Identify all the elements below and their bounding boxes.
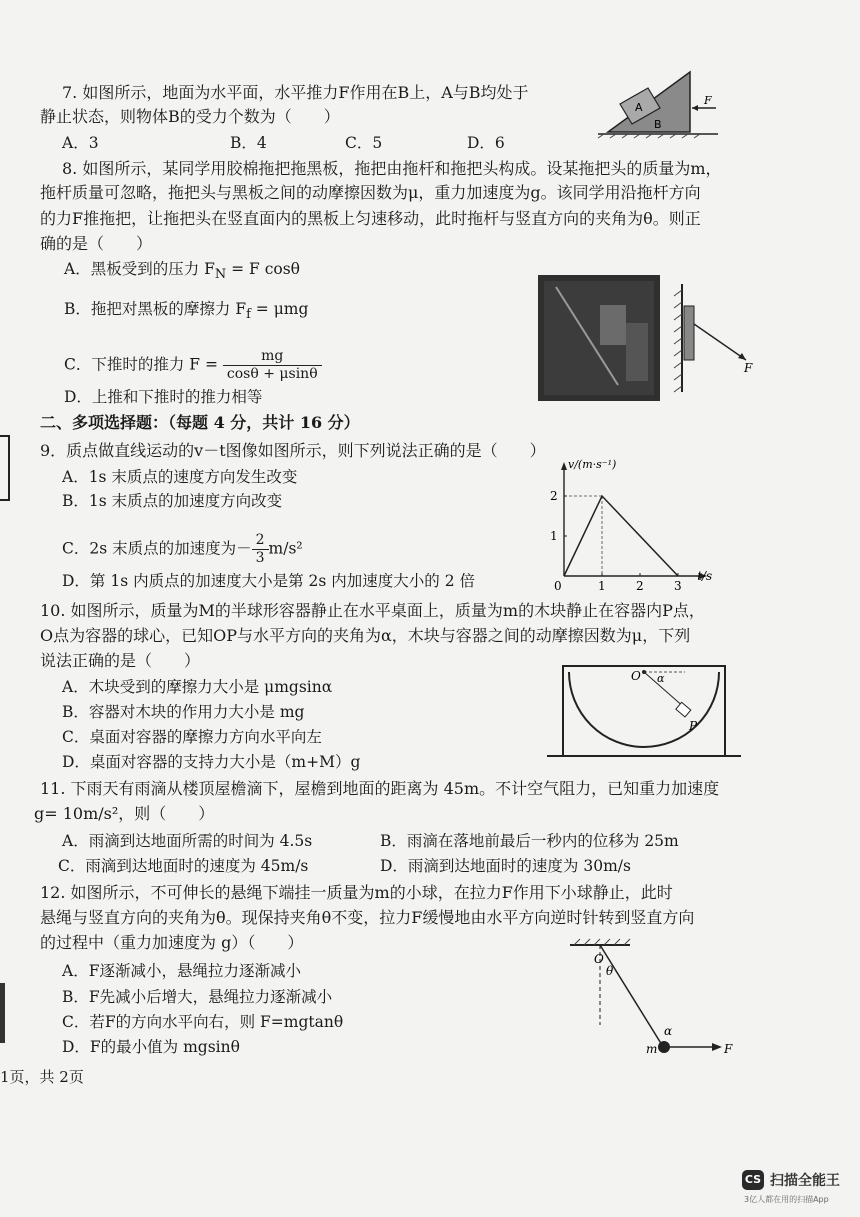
q8-line2: 拖杆质量可忽略，拖把头与黑板之间的动摩擦因数为μ，重力加速度为g。该同学用沿拖杆方向 — [40, 183, 701, 202]
q9-vt-y-axis-label: v/(m·s⁻¹) — [568, 458, 617, 471]
q8-line3: 的力F推拖把，让拖把头在竖直面内的黑板上匀速移动，此时拖杆与竖直方向的夹角为θ。则正 — [40, 209, 701, 228]
q8-option-c-numerator: mg — [223, 348, 322, 366]
q9-vt-y-tick-label: 2 — [550, 489, 558, 503]
mop-photo — [538, 275, 660, 401]
q9-option-c-sign: － — [236, 539, 252, 558]
q7-option-a: A．3 — [62, 134, 99, 152]
q8-option-c — [64, 348, 322, 383]
q8-option-b-tail: = μmg — [250, 300, 309, 318]
q10-label-alpha: α — [657, 672, 665, 685]
q9-vt-y-axis-arrow — [561, 462, 567, 470]
scanner-tagline: 3亿人都在用的扫描App — [744, 1195, 829, 1204]
q7-wedge-figure — [598, 66, 722, 138]
q9-option-c-denominator: 3 — [255, 550, 265, 566]
q7-label-b: B — [654, 118, 662, 131]
q12-label-f: F — [724, 1042, 733, 1056]
q9-vt-tick-labels — [550, 489, 682, 593]
q9-vt-x-tick-label: 2 — [636, 579, 644, 593]
q12-option-b: B．F先减小后增大，悬绳拉力逐渐减小 — [62, 988, 333, 1006]
q10-option-a: A．木块受到的摩擦力大小是 μmgsinα — [62, 678, 333, 696]
margin-mark — [0, 983, 5, 1043]
q10-option-d: D．桌面对容器的支持力大小是（m+M）g — [62, 753, 361, 771]
q7-line1: 7. 如图所示，地面为水平面，水平推力F作用在B上，A与B均处于 — [62, 83, 529, 102]
q11-option-c: C．雨滴到达地面时的速度为 45m/s — [58, 857, 309, 875]
q9-line1: 9．质点做直线运动的v－t图像如图所示，则下列说法正确的是（ ） — [40, 441, 546, 460]
q10-line2: O点为容器的球心，已知OP与水平方向的夹角为α，木块与容器之间的动摩擦因数为μ，下列 — [40, 626, 691, 645]
q9-option-c-unit: m/s² — [268, 539, 303, 558]
q8-option-d: D．上推和下推时的推力相等 — [64, 388, 263, 406]
section-two-heading: 二、多项选择题：（每题 4 分，共计 16 分） — [40, 413, 360, 432]
q9-option-c-numerator: 2 — [252, 532, 269, 550]
q9-vt-y-tick-label: 1 — [550, 529, 558, 543]
scanner-watermark — [742, 1168, 852, 1208]
scanner-logo-icon: CS — [742, 1170, 764, 1190]
q9-vt-series-line — [564, 496, 678, 576]
q9-option-d: D．第 1s 内质点的加速度大小是第 2s 内加速度大小的 2 倍 — [62, 572, 475, 590]
page-footer: 1页，共 2页 — [0, 1068, 84, 1086]
q8-option-a-tail: = F cosθ — [226, 260, 301, 278]
q12-label-o: O — [594, 952, 604, 966]
q12-label-alpha: α — [664, 1024, 673, 1038]
q9-vt-axes — [561, 462, 707, 579]
q8-option-a-text: A．黑板受到的压力 F — [64, 260, 215, 278]
q12-option-d: D．F的最小值为 mgsinθ — [62, 1038, 240, 1056]
margin-bracket — [0, 435, 10, 501]
mop-photo-drawing — [538, 275, 660, 401]
q10-hemisphere-figure — [545, 650, 745, 762]
q9-option-c — [62, 532, 303, 567]
q11-option-b: B．雨滴在落地前最后一秒内的位移为 25m — [380, 832, 679, 850]
q12-line1: 12. 如图所示，不可伸长的悬绳下端挂一质量为m的小球，在拉力F作用下小球静止，此时 — [40, 883, 673, 902]
q7-label-f: F — [704, 94, 712, 107]
q10-line1: 10. 如图所示，质量为M的半球形容器静止在水平桌面上，质量为m的木块静止在容器内P点， — [40, 601, 705, 620]
q12-line3: 的过程中（重力加速度为 g）（ ） — [40, 933, 304, 952]
q8-line4: 确的是（ ） — [40, 234, 153, 253]
q8-mop-diagram — [662, 280, 762, 400]
q7-option-c: C．5 — [345, 134, 383, 152]
q11-line2: g= 10m/s²，则（ ） — [34, 804, 215, 823]
q12-label-m: m — [646, 1042, 658, 1056]
q12-line2: 悬绳与竖直方向的夹角为θ。现保持夹角θ不变，拉力F缓慢地由水平方向逆时针转到竖直方向 — [40, 908, 695, 927]
q8-option-b-sub: f — [246, 307, 251, 323]
q8-option-a — [64, 258, 300, 286]
q10-option-c: C．桌面对容器的摩擦力方向水平向左 — [62, 728, 322, 746]
q7-option-b: B．4 — [230, 134, 267, 152]
q8-option-c-denominator: cosθ + μsinθ — [226, 366, 318, 382]
q10-option-b: B．容器对木块的作用力大小是 mg — [62, 703, 305, 721]
q10-label-o: O — [631, 669, 641, 683]
q9-option-c-text: C．2s 末质点的加速度为 — [62, 539, 237, 558]
q7-line2: 静止状态，则物体B的受力个数为（ ） — [40, 107, 340, 126]
q9-vt-x-tick-label: 3 — [674, 579, 682, 593]
q11-option-a: A．雨滴到达地面所需的时间为 4.5s — [62, 832, 313, 850]
q9-option-a: A．1s 末质点的速度方向发生改变 — [62, 468, 298, 486]
q8-option-a-sub: N — [214, 267, 227, 283]
q7-label-a: A — [635, 101, 643, 114]
q9-vt-x-tick-label: 1 — [598, 579, 606, 593]
scanner-brand-name: 扫描全能王 — [770, 1173, 840, 1189]
q8-label-f: F — [744, 361, 753, 375]
q8-option-c-fraction — [223, 348, 322, 383]
q8-option-c-text: C．下推时的推力 F = — [64, 355, 218, 374]
q12-option-a: A．F逐渐减小，悬绳拉力逐渐减小 — [62, 962, 301, 980]
q10-label-p: P — [689, 719, 698, 733]
q8-option-b — [64, 298, 308, 326]
q12-option-c: C．若F的方向水平向右，则 F=mgtanθ — [62, 1013, 344, 1031]
q11-option-d: D．雨滴到达地面时的速度为 30m/s — [380, 857, 631, 875]
q8-option-b-text: B．拖把对黑板的摩擦力 F — [64, 300, 247, 318]
q9-vt-x-tick-label: 0 — [554, 579, 562, 593]
q12-pendulum-figure — [560, 935, 740, 1063]
q8-line1: 8. 如图所示，某同学用胶棉拖把拖黑板，拖把由拖杆和拖把头构成。设某拖把头的质量为m， — [62, 159, 722, 178]
q10-line3: 说法正确的是（ ） — [40, 651, 201, 670]
q12-label-theta: θ — [606, 964, 614, 978]
q7-option-d: D．6 — [467, 134, 505, 152]
q9-option-c-fraction — [252, 532, 269, 567]
q9-vt-x-axis-label: t/s — [697, 569, 713, 583]
q9-vt-chart — [540, 458, 750, 593]
q11-line1: 11. 下雨天有雨滴从楼顶屋檐滴下，屋檐到地面的距离为 45m。不计空气阻力，已知重力加速度 — [40, 779, 720, 798]
q9-option-b: B．1s 末质点的加速度方向改变 — [62, 492, 283, 510]
